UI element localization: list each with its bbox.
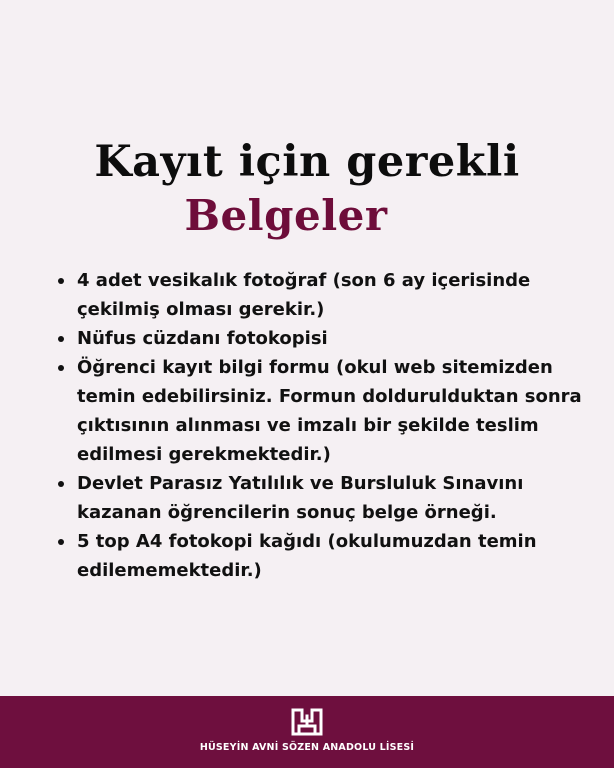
school-name: HÜSEYİN AVNİ SÖZEN ANADOLU LİSESİ xyxy=(199,742,415,753)
footer-bar xyxy=(0,696,614,768)
page-title: Kayıt için gerekli xyxy=(94,137,520,187)
requirements-list xyxy=(0,266,614,585)
list-item: Öğrenci kayıt bilgi formu (okul web sitemizden temin edebilirsiniz. Formun doldurulduktan sonra çıktısının alınması ve imzalı bir şekilde teslim edilmesi gerekmektedir.) xyxy=(0,353,614,469)
list-item: 5 top A4 fotokopi kağıdı (okulumuzdan temin edilememektedir.) xyxy=(0,527,614,585)
list-item: Devlet Parasız Yatılılık ve Bursluluk Sınavını kazanan öğrencilerin sonuç belge örneği. xyxy=(0,469,614,527)
page-subtitle: Belgeler xyxy=(184,191,388,240)
list-item: Nüfus cüzdanı fotokopisi xyxy=(0,324,614,353)
list-item: 4 adet vesikalık fotoğraf (son 6 ay içerisinde çekilmiş olması gerekir.) xyxy=(0,266,614,324)
school-logo-icon xyxy=(290,707,324,737)
